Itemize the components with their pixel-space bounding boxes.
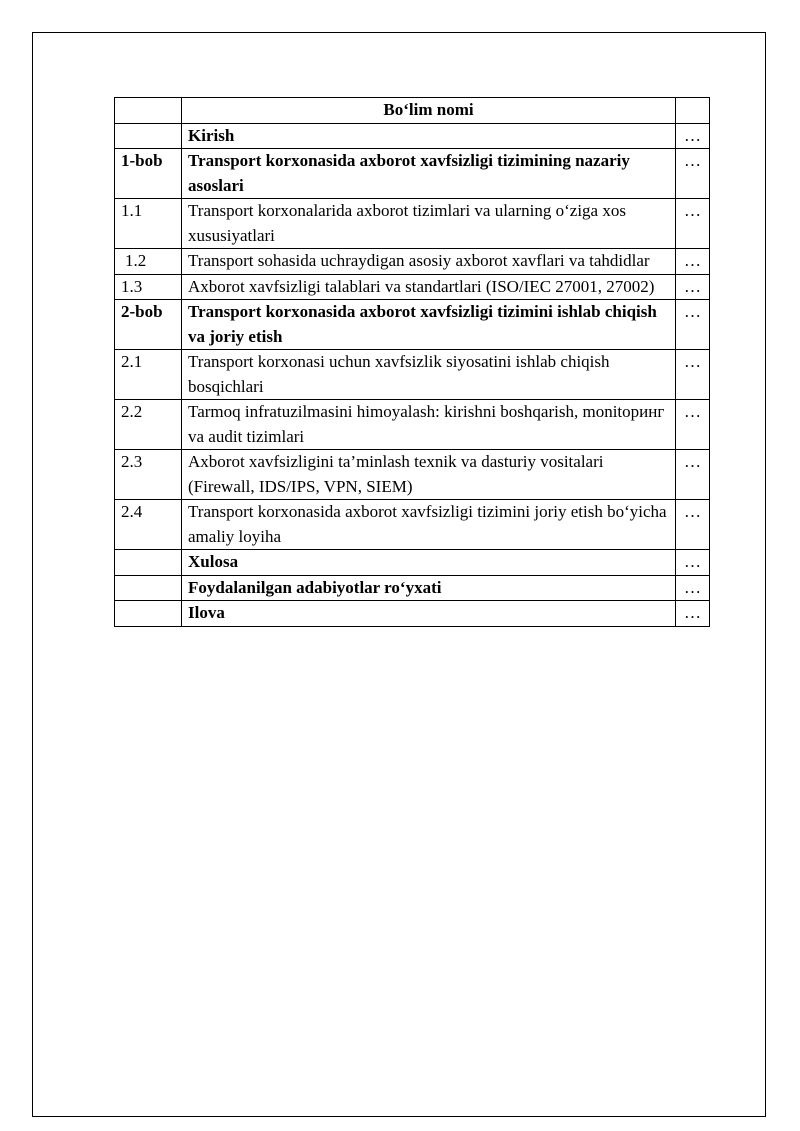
toc-row-num	[115, 123, 182, 149]
toc-row-num	[115, 601, 182, 627]
toc-row-page: …	[676, 450, 710, 500]
toc-row-num	[115, 575, 182, 601]
toc-row-title: Transport korxonalarida axborot tizimlari va ularning o‘ziga xos xususiyatlari	[182, 199, 676, 249]
toc-row-page: …	[676, 550, 710, 576]
toc-row-page: …	[676, 274, 710, 300]
table-row	[115, 199, 710, 249]
toc-row-page: …	[676, 149, 710, 199]
toc-row-num: 1-bob	[115, 149, 182, 199]
toc-row-page: …	[676, 123, 710, 149]
table-row	[115, 123, 710, 149]
toc-row-page: …	[676, 500, 710, 550]
table-row	[115, 300, 710, 350]
table-row	[115, 450, 710, 500]
toc-row-title: Transport korxonasida axborot xavfsizligi tizimini ishlab chiqish va joriy etish	[182, 300, 676, 350]
toc-row-num: 2.4	[115, 500, 182, 550]
table-row	[115, 350, 710, 400]
toc-row-page: …	[676, 601, 710, 627]
table-row	[115, 601, 710, 627]
toc-row-num	[115, 550, 182, 576]
toc-row-page: …	[676, 400, 710, 450]
toc-header-row	[115, 98, 710, 124]
table-row	[115, 575, 710, 601]
toc-row-num: 2.2	[115, 400, 182, 450]
toc-row-num: 2.3	[115, 450, 182, 500]
toc-row-num	[115, 249, 182, 275]
toc-row-num: 1.1	[115, 199, 182, 249]
table-row	[115, 400, 710, 450]
toc-row-title: Foydalanilgan adabiyotlar ro‘yxati	[182, 575, 676, 601]
table-row	[115, 550, 710, 576]
toc-row-page: …	[676, 300, 710, 350]
toc-row-title: Kirish	[182, 123, 676, 149]
toc-row-num: 2.1	[115, 350, 182, 400]
table-row	[115, 249, 710, 275]
toc-header-page-cell	[676, 98, 710, 124]
toc-row-title: Xulosa	[182, 550, 676, 576]
toc-header-title: Bo‘lim nomi	[182, 98, 676, 124]
toc-row-title: Ilova	[182, 601, 676, 627]
toc-row-page: …	[676, 350, 710, 400]
toc-row-num-text: 1.2	[125, 251, 147, 270]
toc-row-num: 2-bob	[115, 300, 182, 350]
toc-row-title: Tarmoq infratuzilmasini himoyalash: kirishni boshqarish, monitoринг va audit tizimlari	[182, 400, 676, 450]
toc-row-page: …	[676, 199, 710, 249]
table-row	[115, 500, 710, 550]
toc-row-num: 1.3	[115, 274, 182, 300]
toc-row-title: Transport sohasida uchraydigan asosiy axborot xavflari va tahdidlar	[182, 249, 676, 275]
toc-row-page: …	[676, 249, 710, 275]
table-row	[115, 149, 710, 199]
table-row	[115, 274, 710, 300]
toc-row-title: Transport korxonasida axborot xavfsizligi tizimini joriy etish bo‘yicha amaliy loyiha	[182, 500, 676, 550]
toc-header-num-cell	[115, 98, 182, 124]
toc-row-title: Transport korxonasi uchun xavfsizlik siyosatini ishlab chiqish bosqichlari	[182, 350, 676, 400]
toc-row-page: …	[676, 575, 710, 601]
toc-row-title: Axborot xavfsizligini ta’minlash texnik va dasturiy vositalari (Firewall, IDS/IPS, VPN, SIEM)	[182, 450, 676, 500]
toc-row-title: Transport korxonasida axborot xavfsizligi tizimining nazariy asoslari	[182, 149, 676, 199]
toc-row-title: Axborot xavfsizligi talablari va standartlari (ISO/IEC 27001, 27002)	[182, 274, 676, 300]
table-of-contents	[114, 97, 710, 627]
